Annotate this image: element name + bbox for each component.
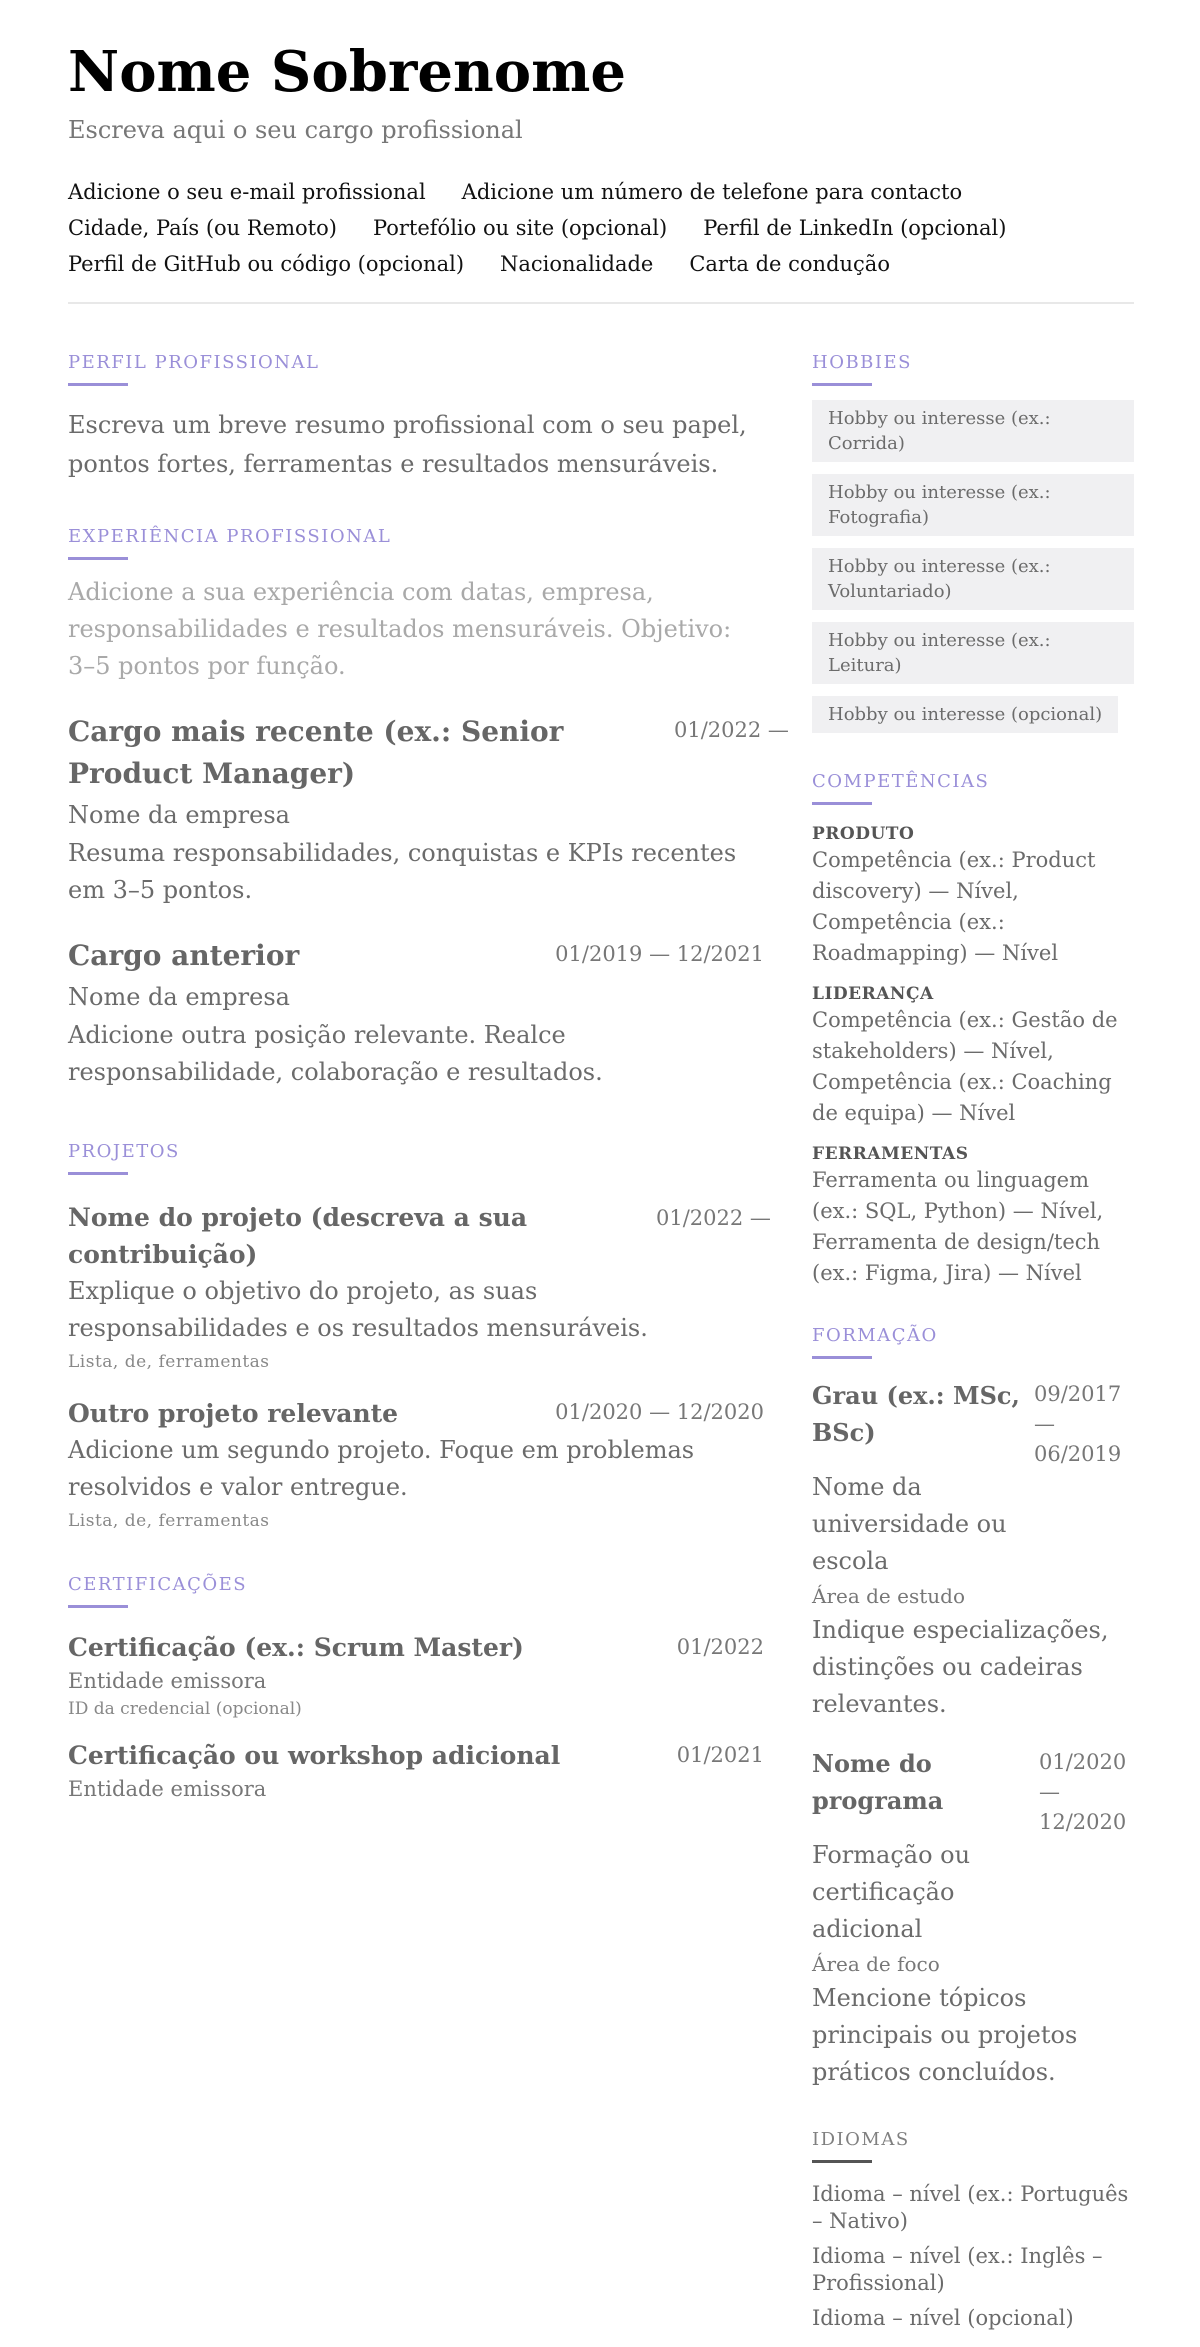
section-underline	[68, 1172, 128, 1175]
language-item: Idioma – nível (ex.: Inglês – Profissional)	[812, 2244, 1103, 2295]
section-title: CERTIFICAÇÕES	[68, 1574, 248, 1595]
education-entry	[812, 1377, 1134, 1723]
language-item: Idioma – nível (ex.: Português – Nativo)	[812, 2182, 1129, 2233]
header-divider	[68, 302, 1134, 304]
skill-items: Competência (ex.: Product discovery) — Nível, Competência (ex.: Roadmapping) — Nível	[812, 848, 1096, 965]
hobby-tag: Hobby ou interesse (ex.: Voluntariado)	[812, 548, 1134, 610]
project-description: Adicione um segundo projeto. Foque em problemas resolvidos e valor entregue.	[68, 1436, 695, 1501]
email-contact: Adicione o seu e-mail profissional	[68, 180, 426, 204]
entry-date: 01/2022 —	[674, 718, 789, 742]
certifications-section	[68, 1574, 764, 1804]
experience-hint: Adicione a sua experiência com datas, empresa, responsabilidades e resultados mensuráveis. Objetivo: 3–5 pontos por função.	[68, 578, 732, 680]
phone-contact: Adicione um número de telefone para contacto	[461, 180, 963, 204]
section-underline	[68, 383, 128, 386]
entry-company: Nome da empresa	[68, 801, 290, 829]
section-title: PERFIL PROFISSIONAL	[68, 352, 320, 373]
field-of-study: Área de estudo	[812, 1584, 965, 1608]
section-underline	[812, 1356, 872, 1359]
school-name: Nome da universidade ou escola	[812, 1473, 1007, 1575]
entry-header	[68, 1199, 771, 1273]
language-item: Idioma – nível (opcional)	[812, 2306, 1074, 2330]
experience-entry	[68, 935, 764, 1091]
degree-title: Grau (ex.: MSc, BSc)	[812, 1381, 1020, 1447]
section-title: COMPETÊNCIAS	[812, 771, 990, 792]
entry-header	[812, 1745, 1134, 1837]
candidate-name: Nome Sobrenome	[68, 39, 626, 105]
profile-summary: Escreva um breve resumo profissional com o seu papel, pontos fortes, ferramentas e resultados mensuráveis.	[68, 411, 747, 478]
job-title: Escreva aqui o seu cargo profissional	[68, 116, 523, 144]
education-date: 01/2020 — 12/2020	[1039, 1750, 1127, 1834]
entry-title: Cargo anterior	[68, 939, 300, 972]
certification-date: 01/2022	[676, 1635, 764, 1659]
credential-id: ID da credencial (opcional)	[68, 1699, 302, 1719]
program-title: Nome do programa	[812, 1749, 944, 1815]
education-entry	[812, 1745, 1134, 2091]
hobbies-section	[812, 352, 1134, 745]
skill-category: FERRAMENTAS	[812, 1144, 969, 1164]
main-column	[68, 352, 789, 1804]
hobby-tag: Hobby ou interesse (opcional)	[812, 696, 1118, 733]
experience-entry	[68, 711, 789, 909]
projects-section	[68, 1141, 771, 1534]
section-underline	[812, 2160, 872, 2163]
skill-group	[812, 1143, 1134, 1289]
project-title: Nome do projeto (descreva a sua contribuição)	[68, 1203, 528, 1269]
certification-title: Certificação (ex.: Scrum Master)	[68, 1633, 524, 1662]
nationality-contact: Nacionalidade	[500, 252, 654, 276]
certification-entry	[68, 1630, 764, 1722]
section-title: FORMAÇÃO	[812, 1325, 938, 1346]
skill-category: PRODUTO	[812, 824, 915, 844]
project-title: Outro projeto relevante	[68, 1399, 399, 1428]
driving-license-contact: Carta de condução	[689, 252, 890, 276]
project-date: 01/2020 — 12/2020	[555, 1400, 764, 1424]
project-tools: Lista, de, ferramentas	[68, 1511, 270, 1531]
skill-items: Ferramenta ou linguagem (ex.: SQL, Python) — Nível, Ferramenta de design/tech (ex.: Figma, Jira) — Nível	[812, 1168, 1104, 1285]
certification-date: 01/2021	[676, 1743, 764, 1767]
github-contact: Perfil de GitHub ou código (opcional)	[68, 252, 465, 276]
certification-issuer: Entidade emissora	[68, 1669, 267, 1693]
entry-header	[68, 935, 764, 977]
certification-issuer: Entidade emissora	[68, 1777, 267, 1801]
portfolio-contact: Portefólio ou site (opcional)	[372, 216, 668, 240]
education-section	[812, 1325, 1134, 2091]
hobby-tag: Hobby ou interesse (ex.: Fotografia)	[812, 474, 1134, 536]
section-underline	[812, 383, 872, 386]
entry-header	[68, 1738, 764, 1774]
hobby-tag: Hobby ou interesse (ex.: Corrida)	[812, 400, 1134, 462]
certification-entry	[68, 1738, 764, 1804]
section-title: EXPERIÊNCIA PROFISSIONAL	[68, 526, 392, 547]
hobby-list	[812, 400, 1134, 745]
languages-section	[812, 2129, 1134, 2332]
entry-header	[68, 1395, 764, 1432]
hobby-tag: Hobby ou interesse (ex.: Leitura)	[812, 622, 1134, 684]
entry-header	[68, 1630, 764, 1666]
focus-area: Área de foco	[812, 1952, 940, 1976]
certification-title: Certificação ou workshop adicional	[68, 1741, 561, 1770]
education-description: Mencione tópicos principais ou projetos práticos concluídos.	[812, 1984, 1078, 2086]
linkedin-contact: Perfil de LinkedIn (opcional)	[703, 216, 1007, 240]
entry-description: Adicione outra posição relevante. Realce responsabilidade, colaboração e resultados.	[68, 1021, 603, 1086]
entry-date: 01/2019 — 12/2021	[555, 942, 764, 966]
education-date: 09/2017 — 06/2019	[1034, 1382, 1122, 1466]
entry-description: Resuma responsabilidades, conquistas e KPIs recentes em 3–5 pontos.	[68, 839, 737, 904]
project-tools: Lista, de, ferramentas	[68, 1352, 270, 1372]
section-title: PROJETOS	[68, 1141, 180, 1162]
section-underline	[812, 802, 872, 805]
skill-category: LIDERANÇA	[812, 984, 934, 1004]
skill-group	[812, 983, 1134, 1129]
project-description: Explique o objetivo do projeto, as suas responsabilidades e os resultados mensuráveis.	[68, 1277, 648, 1342]
contact-info	[68, 174, 1134, 282]
experience-section	[68, 526, 789, 1091]
contact-row	[68, 210, 1134, 246]
section-title: HOBBIES	[812, 352, 912, 373]
section-title: IDIOMAS	[812, 2129, 910, 2150]
entry-title: Cargo mais recente (ex.: Senior Product Manager)	[68, 715, 564, 790]
section-underline	[68, 557, 128, 560]
program-name: Formação ou certificação adicional	[812, 1841, 971, 1943]
language-list	[812, 2181, 1134, 2332]
location-contact: Cidade, País (ou Remoto)	[68, 216, 337, 240]
section-underline	[68, 1605, 128, 1608]
project-entry	[68, 1395, 764, 1534]
skills-section	[812, 771, 1134, 1289]
entry-header	[812, 1377, 1134, 1469]
project-entry	[68, 1199, 771, 1375]
profile-section	[68, 352, 764, 484]
entry-header	[68, 711, 789, 795]
entry-company: Nome da empresa	[68, 983, 290, 1011]
contact-row	[68, 174, 1134, 210]
education-description: Indique especializações, distinções ou cadeiras relevantes.	[812, 1616, 1109, 1718]
skill-items: Competência (ex.: Gestão de stakeholders) — Nível, Competência (ex.: Coaching de equipa) — Nível	[812, 1008, 1118, 1125]
project-date: 01/2022 —	[656, 1206, 771, 1230]
sidebar-column	[812, 352, 1134, 2340]
contact-row	[68, 246, 1134, 282]
skill-group	[812, 823, 1134, 969]
